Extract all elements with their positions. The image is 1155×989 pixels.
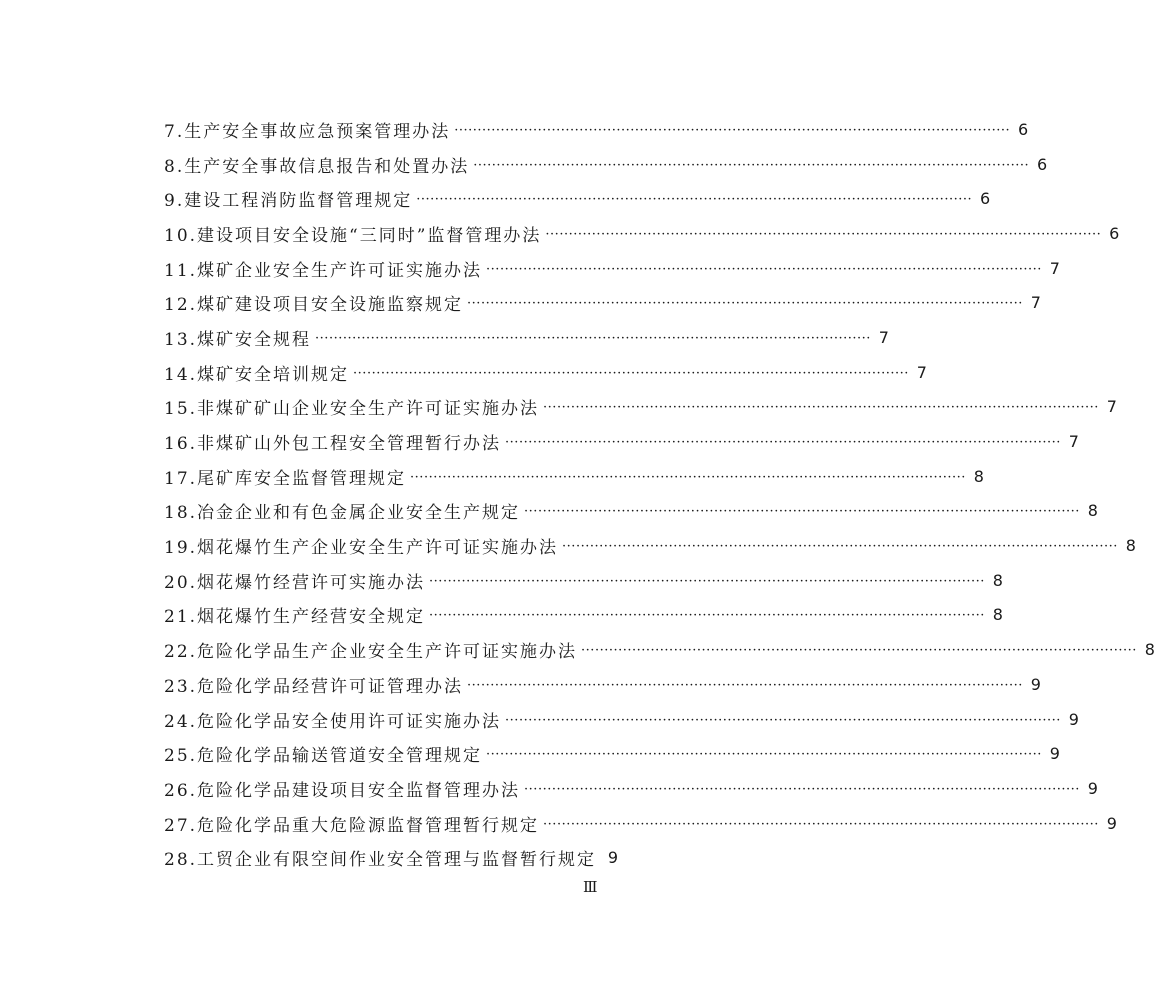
toc-entry[interactable] bbox=[164, 528, 1136, 563]
toc-entry[interactable] bbox=[164, 563, 1003, 598]
toc-dot-leader: ························································································································ bbox=[524, 781, 1080, 797]
toc-entry-page: 8 bbox=[992, 570, 1003, 590]
toc-entry-title: 14.煤矿安全培训规定 bbox=[164, 364, 350, 385]
toc-entry-title: 17.尾矿库安全监督管理规定 bbox=[164, 468, 407, 489]
toc-entry[interactable] bbox=[164, 771, 1098, 806]
toc-entry-title: 20.烟花爆竹经营许可实施办法 bbox=[164, 572, 426, 593]
toc-entry[interactable] bbox=[164, 632, 1155, 667]
toc-entry-page: 7 bbox=[878, 327, 889, 347]
toc-entry[interactable] bbox=[164, 355, 927, 390]
toc-dot-leader: ························································································································ bbox=[486, 261, 1042, 277]
toc-dot-leader: ························································································································ bbox=[486, 747, 1042, 763]
toc-entry-page: 7 bbox=[1106, 397, 1117, 417]
toc-dot-leader: ························································································································ bbox=[410, 469, 966, 485]
toc-entry[interactable] bbox=[164, 459, 984, 494]
toc-entry-title: 19.烟花爆竹生产企业安全生产许可证实施办法 bbox=[164, 538, 559, 559]
toc-entry-page: 9 bbox=[1068, 709, 1079, 729]
toc-entry-title: 25.危险化学品输送管道安全管理规定 bbox=[164, 746, 483, 767]
toc-entry[interactable] bbox=[164, 806, 1117, 841]
toc-entry[interactable] bbox=[164, 147, 1048, 182]
toc-entry-page: 9 bbox=[1030, 674, 1041, 694]
toc-entry[interactable] bbox=[164, 667, 1041, 702]
toc-dot-leader: ························································································································ bbox=[505, 712, 1061, 728]
toc-entry-page: 8 bbox=[1087, 501, 1098, 521]
toc-entry[interactable] bbox=[164, 840, 619, 875]
toc-entry-title: 7.生产安全事故应急预案管理办法 bbox=[164, 121, 451, 142]
toc-entry-title: 8.生产安全事故信息报告和处置办法 bbox=[164, 156, 470, 177]
toc-entry-title: 16.非煤矿山外包工程安全管理暂行办法 bbox=[164, 434, 502, 455]
toc-entry-title: 21.烟花爆竹生产经营安全规定 bbox=[164, 607, 426, 628]
toc-entry[interactable] bbox=[164, 251, 1060, 286]
toc-dot-leader: ························································································································ bbox=[454, 122, 1011, 138]
table-of-contents bbox=[0, 112, 1155, 875]
toc-entry-page: 9 bbox=[1049, 744, 1060, 764]
toc-entry-page: 6 bbox=[1017, 119, 1029, 139]
toc-entry-page: 8 bbox=[1125, 536, 1136, 556]
toc-dot-leader: ························································································································ bbox=[543, 816, 1099, 832]
toc-entry-page: 7 bbox=[1030, 293, 1041, 313]
toc-entry-title: 18.冶金企业和有色金属企业安全生产规定 bbox=[164, 503, 521, 524]
toc-dot-leader: ························································································································ bbox=[524, 504, 1080, 520]
toc-entry[interactable] bbox=[164, 216, 1120, 251]
toc-entry-title: 11.煤矿企业安全生产许可证实施办法 bbox=[164, 260, 483, 281]
toc-entry[interactable] bbox=[164, 181, 991, 216]
toc-entry-page: 7 bbox=[1049, 258, 1060, 278]
toc-entry-page: 9 bbox=[1106, 813, 1117, 833]
toc-entry-title: 15.非煤矿矿山企业安全生产许可证实施办法 bbox=[164, 399, 540, 420]
toc-entry-title: 13.煤矿安全规程 bbox=[164, 329, 312, 350]
toc-dot-leader: ························································································································ bbox=[545, 226, 1102, 242]
toc-entry-page: 9 bbox=[607, 848, 619, 868]
toc-entry[interactable] bbox=[164, 598, 1003, 633]
toc-entry-page: 6 bbox=[1109, 223, 1120, 243]
toc-dot-leader: ························································································································ bbox=[562, 539, 1118, 555]
toc-entry[interactable] bbox=[164, 112, 1029, 147]
toc-entry-page: 6 bbox=[1036, 154, 1048, 174]
toc-dot-leader: ························································································································ bbox=[467, 296, 1023, 312]
toc-entry-title: 9.建设工程消防监督管理规定 bbox=[164, 191, 413, 212]
toc-entry-title: 12.煤矿建设项目安全设施监察规定 bbox=[164, 295, 464, 316]
toc-entry-page: 8 bbox=[973, 466, 984, 486]
toc-entry-page: 8 bbox=[1144, 640, 1155, 660]
toc-entry[interactable] bbox=[164, 320, 889, 355]
toc-dot-leader: ························································································································ bbox=[467, 677, 1023, 693]
toc-dot-leader: ························································································································ bbox=[473, 157, 1030, 173]
toc-dot-leader: ························································································································ bbox=[581, 643, 1137, 659]
toc-entry-title: 27.危险化学品重大危险源监督管理暂行规定 bbox=[164, 815, 540, 836]
toc-entry-title: 28.工贸企业有限空间作业安全管理与监督暂行规定 bbox=[164, 850, 597, 871]
toc-dot-leader: ························································································································ bbox=[429, 573, 985, 589]
toc-entry[interactable] bbox=[164, 424, 1079, 459]
page-number: Ⅲ bbox=[583, 878, 598, 896]
toc-entry-title: 26.危险化学品建设项目安全监督管理办法 bbox=[164, 780, 521, 801]
toc-entry[interactable] bbox=[164, 702, 1079, 737]
toc-entry-page: 7 bbox=[916, 362, 927, 382]
toc-entry-page: 6 bbox=[979, 189, 991, 209]
toc-entry[interactable] bbox=[164, 390, 1117, 425]
toc-entry-page: 7 bbox=[1068, 432, 1079, 452]
toc-entry-page: 9 bbox=[1087, 778, 1098, 798]
toc-entry-title: 24.危险化学品安全使用许可证实施办法 bbox=[164, 711, 502, 732]
toc-entry-page: 8 bbox=[992, 605, 1003, 625]
toc-dot-leader: ························································································································ bbox=[353, 365, 909, 381]
toc-entry[interactable] bbox=[164, 494, 1098, 529]
toc-entry-title: 23.危险化学品经营许可证管理办法 bbox=[164, 676, 464, 697]
toc-dot-leader: ························································································································ bbox=[315, 330, 871, 346]
toc-dot-leader: ························································································································ bbox=[416, 192, 973, 208]
toc-entry-title: 10.建设项目安全设施“三同时”监督管理办法 bbox=[164, 225, 542, 246]
toc-entry[interactable] bbox=[164, 736, 1060, 771]
toc-dot-leader: ························································································································ bbox=[429, 608, 985, 624]
toc-dot-leader: ························································································································ bbox=[543, 400, 1099, 416]
toc-entry[interactable] bbox=[164, 285, 1041, 320]
toc-dot-leader: ························································································································ bbox=[505, 435, 1061, 451]
toc-entry-title: 22.危险化学品生产企业安全生产许可证实施办法 bbox=[164, 642, 578, 663]
